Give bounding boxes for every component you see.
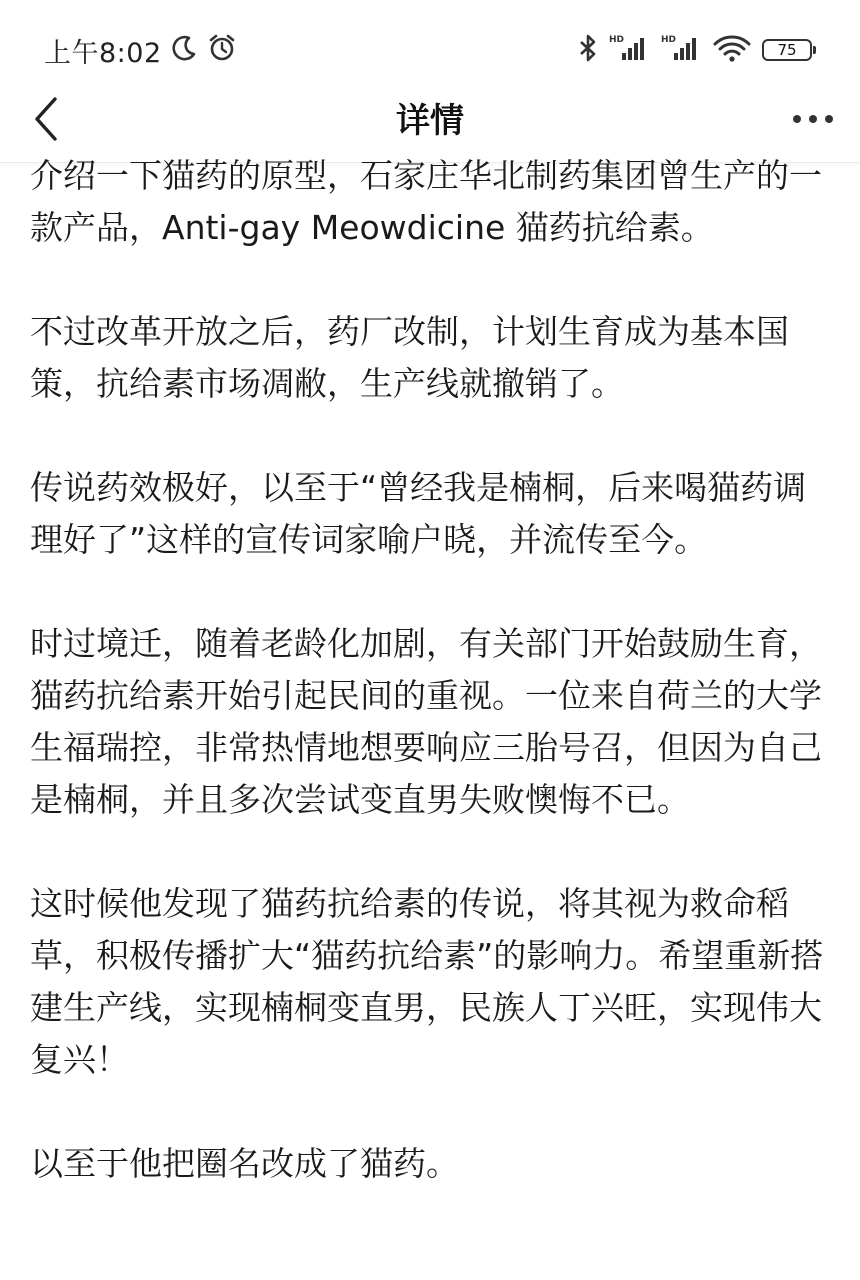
- article-paragraph: 不过改革开放之后，药厂改制，计划生育成为基本国策，抗给素市场凋敝，生产线就撤销了。: [30, 312, 789, 403]
- svg-text:HD: HD: [661, 35, 677, 45]
- moon-icon: [170, 34, 198, 66]
- more-button[interactable]: [788, 96, 838, 142]
- svg-text:HD: HD: [609, 35, 625, 45]
- article-paragraph: 介绍一下猫药的原型，石家庄华北制药集团曾生产的一款产品，Anti-gay Meowdicine 猫药抗给素。: [30, 156, 822, 247]
- page-title: 详情: [396, 101, 464, 141]
- battery-icon: 75: [762, 39, 812, 61]
- article-paragraph: 这时候他发现了猫药抗给素的传说，将其视为救命稻草，积极传播扩大“猫药抗给素”的影响力。希望重新搭建生产线，实现楠桐变直男，民族人丁兴旺，实现伟大复兴！: [30, 884, 824, 1079]
- article-paragraph: 时过境迁，随着老龄化加剧，有关部门开始鼓励生育，猫药抗给素开始引起民间的重视。一位来自荷兰的大学生福瑞控，非常热情地想要响应三胎号召，但因为自己是楠桐，并且多次尝试变直男失败懊悔不已。: [30, 624, 822, 819]
- status-right-group: [578, 30, 812, 70]
- article-paragraph: 传说药效极好，以至于“曾经我是楠桐，后来喝猫药调理好了”这样的宣传词家喻户晓，并流传至今。: [30, 468, 807, 559]
- status-time-group: [44, 30, 238, 70]
- hd-signal-icon: [608, 33, 650, 67]
- bluetooth-icon: [578, 33, 598, 67]
- hd-signal-icon: [660, 33, 702, 67]
- wifi-icon: [712, 33, 752, 67]
- status-time: 上午8:02: [44, 37, 162, 69]
- article-paragraph: 以至于他把圈名改成了猫药。: [30, 1144, 459, 1183]
- status-bar: [0, 0, 860, 96]
- more-horizontal-icon: [791, 110, 835, 129]
- article-body: [30, 150, 830, 1280]
- alarm-icon: [206, 32, 238, 68]
